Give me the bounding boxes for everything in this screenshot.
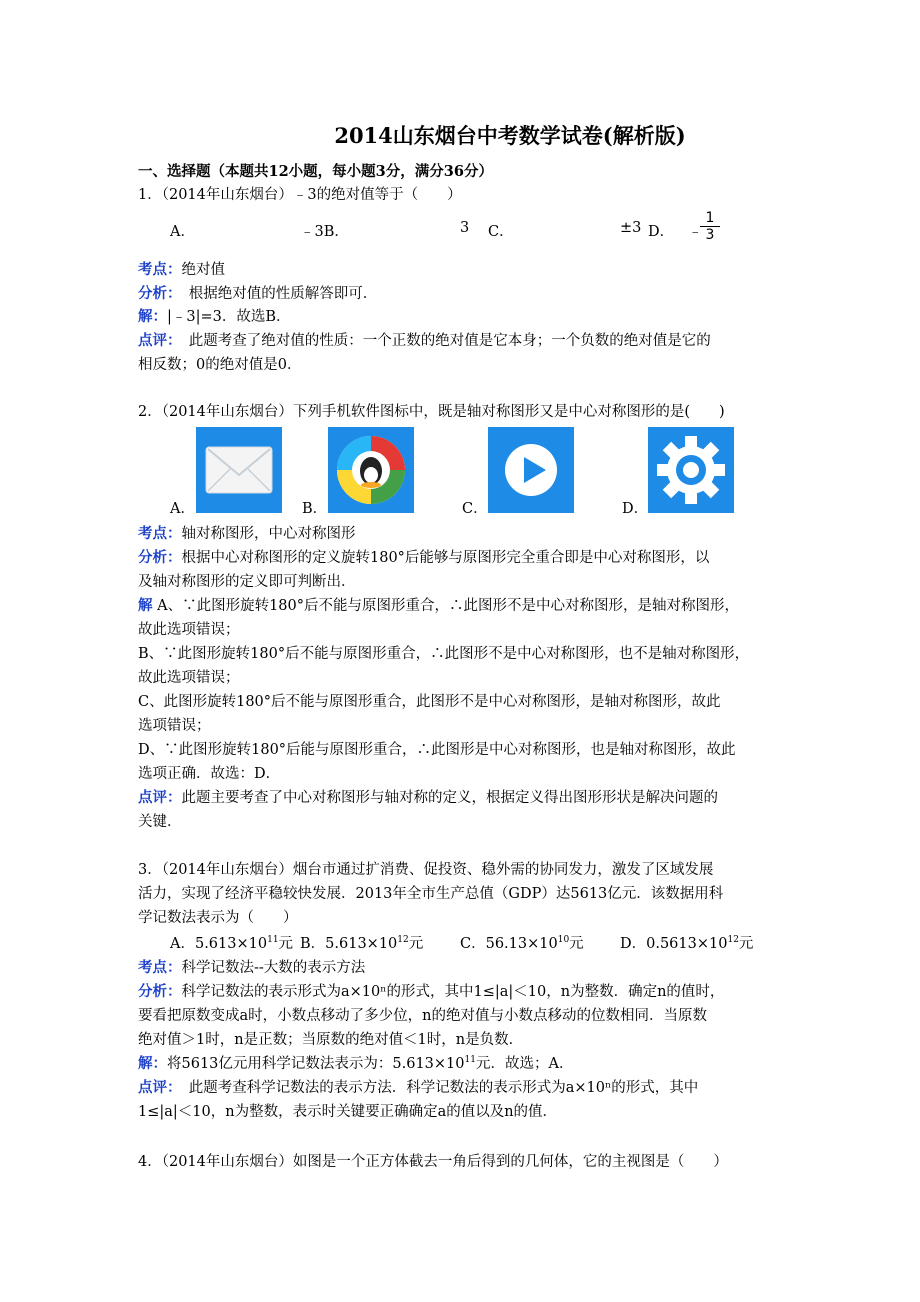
q1-opt-d-sign: ﹣ [688,224,703,240]
q2-fenxi [138,546,788,570]
q2-jie-text: A、∵此图形旋转180°后不能与原图形重合，∴此图形不是中心对称图形，是轴对称图形， [157,598,740,614]
q3-opt-c-exp: 10 [557,935,570,946]
q3-opt-c [460,932,584,953]
q3-stem-3: 学记数法表示为（ ） [138,910,298,926]
q3-dianping [138,1076,788,1100]
q1-fenxi [138,282,788,306]
q1-kaodian [138,258,788,282]
q1-opt-b-value: 3 [460,220,470,236]
q3-opt-a-unit: 元 [278,936,294,952]
q2-jie-6: 选项错误； [138,718,211,734]
q4-stem: 4．（2014年山东烟台）如图是一个正方体截去一角后得到的几何体，它的主视图是（ ） [138,1154,728,1170]
qq-browser-icon [328,427,414,513]
q3-opt-d-base: D．0.5613×10 [620,936,728,952]
q3-fenxi-text: 科学记数法的表示形式为a×10ⁿ的形式，其中1≤|a|＜10，n为整数．确定n的值时， [181,984,725,1000]
section-heading: 一、选择题（本题共12小题，每小题3分，满分36分） [138,163,493,180]
q3-kaodian-text: 科学记数法--大数的表示方法 [181,960,366,976]
q1-jie [138,305,788,329]
q3-opt-a-exp: 11 [267,935,279,946]
label-fenxi: 分析： [138,285,175,302]
q3-stem-1: 3．（2014年山东烟台）烟台市通过扩消费、促投资、稳外需的协同发力，激发了区域发展 [138,862,714,878]
q3-opt-b-base: B．5.613×10 [300,936,398,952]
q1-opt-a-value: ﹣3B． [300,224,349,240]
q3-fenxi-3: 绝对值＞1时，n是正数；当原数的绝对值＜1时，n是负数． [138,1032,524,1048]
q3-opt-c-unit: 元 [569,936,584,952]
q2-opt-a: A． [170,501,195,517]
label-jie: 解： [138,308,167,325]
label-dianping: 点评： [138,1079,175,1096]
q2-jie-2: 故此选项错误； [138,622,240,638]
q1-fenxi-text: 根据绝对值的性质解答即可． [174,286,378,302]
q2-fenxi-2: 及轴对称图形的定义即可判断出． [138,574,356,590]
q3-dianping-text: 此题考查科学记数法的表示方法．科学记数法的表示形式为a×10ⁿ的形式，其中 [174,1080,699,1096]
q3-opt-a [170,932,293,953]
q1-opt-a: A． [170,224,195,240]
label-dianping: 点评： [138,789,182,806]
q1-dianping-text: 此题考查了绝对值的性质：一个正数的绝对值是它本身；一个负数的绝对值是它的 [174,333,711,349]
q1-fraction [700,210,720,243]
page-title: 2014山东烟台中考数学试卷(解析版) [334,123,686,148]
label-kaodian: 考点： [138,959,182,976]
q2-opt-d: D． [622,501,649,517]
q1-jie-text: |﹣3|=3．故选B． [167,309,291,325]
q2-kaodian-text: 轴对称图形，中心对称图形 [181,526,356,542]
q2-jie-4: 故此选项错误； [138,670,240,686]
q2-dianping-2: 关键． [138,814,182,830]
q3-jie [138,1052,788,1076]
q3-jie-text: 将5613亿元用科学记数法表示为：5.613×10 [167,1056,465,1072]
q1-opt-d: D． [648,224,675,240]
q2-dianping-text: 此题主要考查了中心对称图形与轴对称的定义，根据定义得出图形形状是解决问题的 [181,790,718,806]
q2-stem: 2．（2014年山东烟台）下列手机软件图标中，既是轴对称图形又是中心对称图形的是( ) [138,404,725,420]
q2-jie-7: D、∵此图形旋转180°后能与原图形重合，∴此图形是中心对称图形，也是轴对称图形，故此 [138,742,736,758]
label-kaodian: 考点： [138,525,182,542]
label-jie: 解： [138,1055,167,1072]
label-fenxi: 分析： [138,549,182,566]
gear-icon [648,427,734,513]
q3-jie-exp: 11 [464,1055,476,1066]
q2-opt-c: C． [462,501,488,517]
q2-fenxi-text: 根据中心对称图形的定义旋转180°后能够与原图形完全重合即是中心对称图形，以 [181,550,710,566]
q2-dianping [138,786,788,810]
q3-opt-c-base: C．56.13×10 [460,936,558,952]
q1-opt-c: C． [488,224,514,240]
q3-dianping-2: 1≤|a|＜10，n为整数，表示时关键要正确确定a的值以及n的值． [138,1104,558,1120]
fraction-denominator: 3 [705,227,715,243]
q2-jie-3: B、∵此图形旋转180°后不能与原图形重合，∴此图形不是中心对称图形，也不是轴对称图形， [138,646,750,662]
mail-icon [196,427,282,513]
fraction-numerator: 1 [700,210,720,227]
play-icon [488,427,574,513]
q3-opt-b [300,932,423,953]
q2-opt-b: B． [302,501,328,517]
q3-opt-a-base: A．5.613×10 [170,936,268,952]
q3-opt-b-unit: 元 [408,936,424,952]
q1-stem: 1．（2014年山东烟台）﹣3的绝对值等于（ ） [138,187,462,203]
q3-fenxi-2: 要看把原数变成a时，小数点移动了多少位，n的绝对值与小数点移动的位数相同．当原数 [138,1008,707,1024]
label-dianping: 点评： [138,332,175,349]
q2-jie [138,594,788,618]
q3-kaodian [138,956,788,980]
q2-kaodian [138,522,788,546]
label-fenxi: 分析： [138,983,182,1000]
q3-opt-d-exp: 12 [727,935,739,946]
q2-jie-5: C、此图形旋转180°后不能与原图形重合，此图形不是中心对称图形，是轴对称图形，故此 [138,694,721,710]
q3-opt-d-unit: 元 [738,936,754,952]
q1-dianping-2: 相反数；0的绝对值是0． [138,357,302,373]
q3-fenxi [138,980,788,1004]
q3-opt-b-exp: 12 [397,935,409,946]
q2-jie-8: 选项正确．故选：D． [138,766,281,782]
q3-opt-d [620,932,753,953]
q1-kaodian-text: 绝对值 [181,262,225,278]
q3-jie-end: 元．故选；A． [475,1056,574,1072]
q1-dianping [138,329,788,353]
label-jie: 解 [138,597,153,614]
label-kaodian: 考点： [138,261,182,278]
q1-opt-c-value: ±3 [620,220,642,236]
q3-stem-2: 活力，实现了经济平稳较快发展．2013年全市生产总值（GDP）达5613亿元．该数据用科 [138,886,724,902]
